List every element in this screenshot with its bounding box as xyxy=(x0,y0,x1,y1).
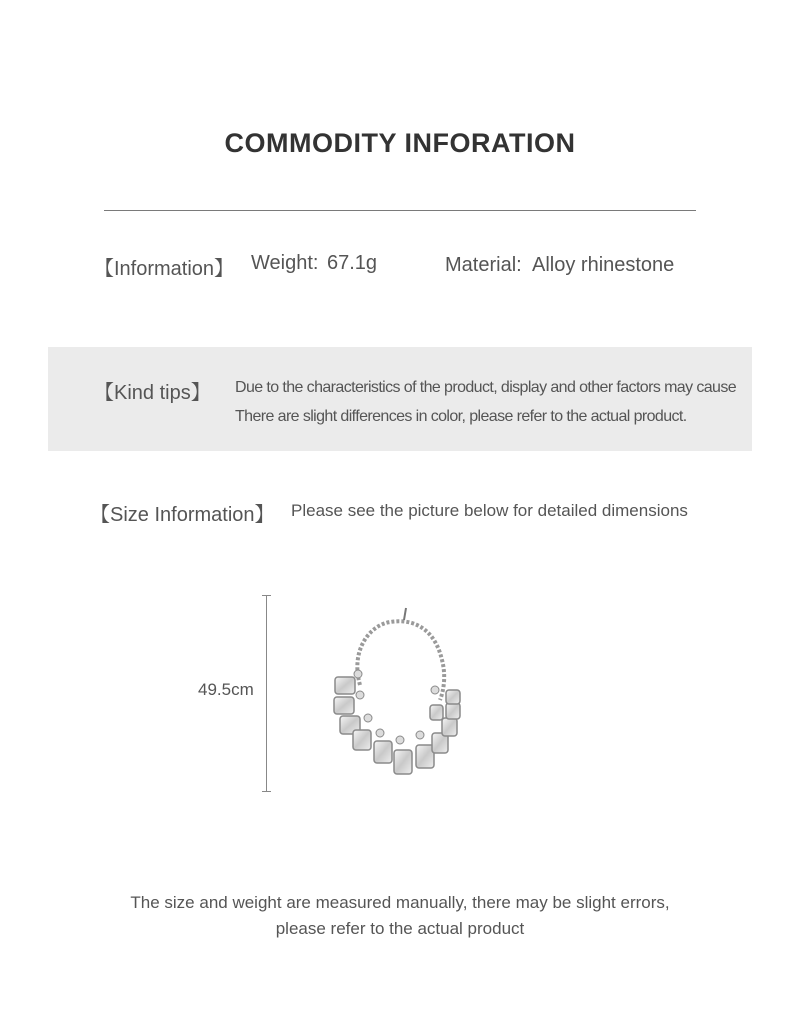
dimension-value: 49.5cm xyxy=(198,680,254,699)
necklace-image xyxy=(320,600,480,790)
weight-label: Weight: xyxy=(251,252,319,274)
size-information-label: 【Size Information】 xyxy=(90,504,275,526)
title-divider xyxy=(104,210,696,211)
footer-note-line-2: please refer to the actual product xyxy=(275,919,525,938)
dimension-line xyxy=(266,595,267,792)
size-information-text: Please see the picture below for detailed dimensions xyxy=(291,501,688,520)
material-value: Alloy rhinestone xyxy=(532,254,675,276)
weight-value: 67.1g xyxy=(327,252,378,274)
kind-tips-line-1: Due to the characteristics of the product, display and other factors may cause xyxy=(235,379,737,396)
page-title: COMMODITY INFORATION xyxy=(224,128,576,158)
kind-tips-line-2: There are slight differences in color, please refer to the actual product. xyxy=(235,408,687,425)
kind-tips-label: 【Kind tips】 xyxy=(94,382,211,404)
material-label: Material: xyxy=(445,254,522,276)
dimension-bottom-cap xyxy=(262,791,271,792)
footer-note-line-1: The size and weight are measured manually, there may be slight errors, xyxy=(130,893,670,912)
information-label: 【Information】 xyxy=(94,258,235,280)
